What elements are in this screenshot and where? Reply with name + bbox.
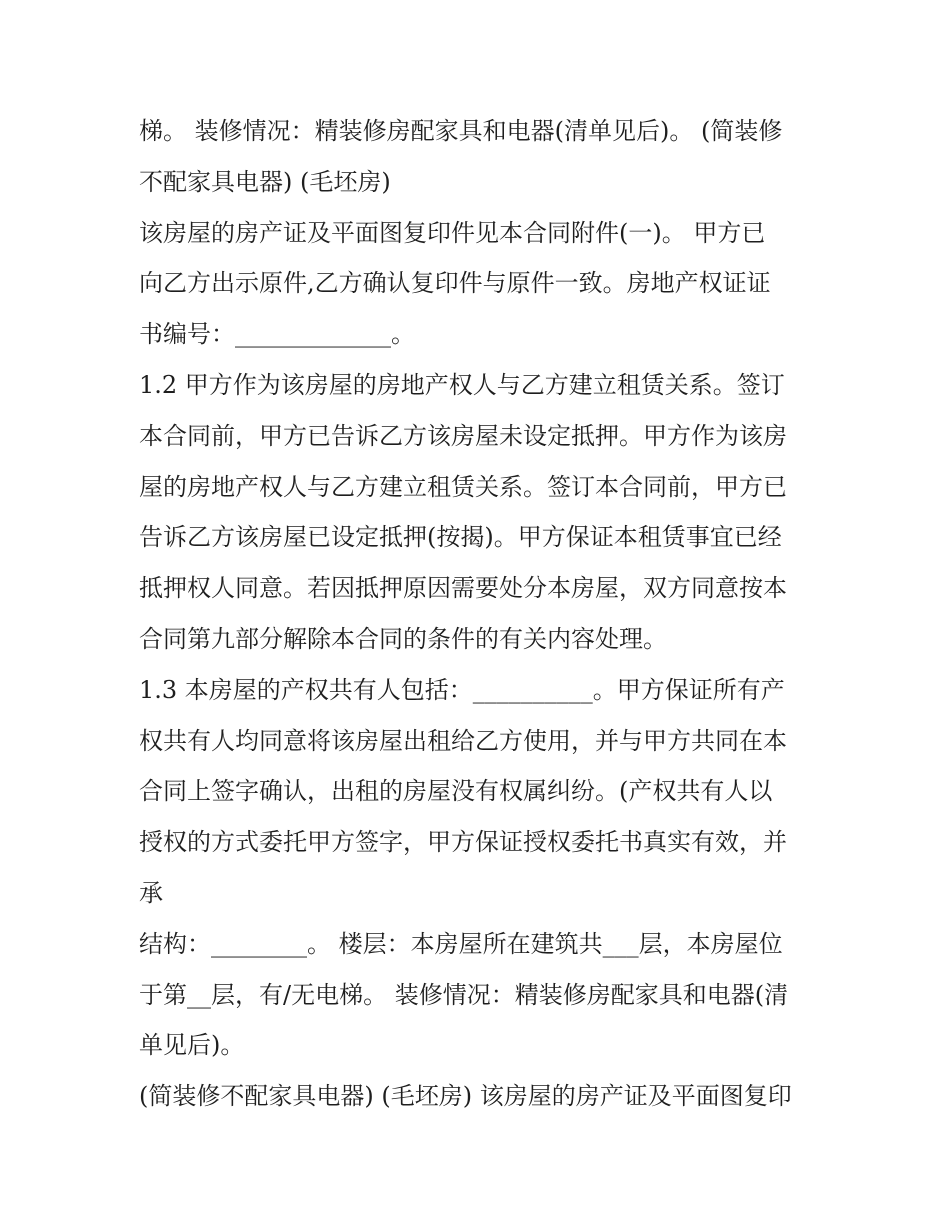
text-line: 结构：________。 楼层：本房屋所在建筑共___层，本房屋位 xyxy=(139,929,783,958)
text-line: 书编号：_____________。 xyxy=(139,320,415,349)
text-line: 该房屋的房产证及平面图复印件见本合同附件(一)。 甲方已 xyxy=(139,218,766,247)
text-line: 于第__层，有/无电梯。 装修情况：精装修房配家具和电器(清 xyxy=(139,980,789,1009)
document-body xyxy=(139,106,819,1122)
text-line: 合同上签字确认，出租的房屋没有权属纠纷。(产权共有人以 xyxy=(139,777,773,806)
text-line: 单见后)。 xyxy=(139,1031,245,1060)
text-line: 梯。 装修情况：精装修房配家具和电器(清单见后)。 (简装修 xyxy=(139,117,783,145)
text-line: 权共有人均同意将该房屋出租给乙方使用，并与甲方共同在本 xyxy=(139,726,787,755)
text-line: 1.3 本房屋的产权共有人包括：__________。甲方保证所有产 xyxy=(139,675,785,704)
text-line: 本合同前，甲方已告诉乙方该房屋未设定抵押。甲方作为该房 xyxy=(139,421,787,450)
text-line: (简装修不配家具电器) (毛坯房) 该房屋的房产证及平面图复印 xyxy=(139,1082,792,1111)
text-line: 不配家具电器) (毛坯房) xyxy=(139,167,391,196)
text-line: 1.2 甲方作为该房屋的房地产权人与乙方建立租赁关系。签订 xyxy=(139,370,785,399)
text-line: 告诉乙方该房屋已设定抵押(按揭)。甲方保证本租赁事宜已经 xyxy=(139,523,782,552)
text-line: 承 xyxy=(139,878,163,907)
text-line: 抵押权人同意。若因抵押原因需要处分本房屋，双方同意按本 xyxy=(139,574,787,603)
text-line: 向乙方出示原件,乙方确认复印件与原件一致。房地产权证证 xyxy=(139,269,771,298)
text-line: 授权的方式委托甲方签字，甲方保证授权委托书真实有效，并 xyxy=(139,828,787,857)
text-line: 屋的房地产权人与乙方建立租赁关系。签订本合同前，甲方已 xyxy=(139,472,787,501)
text-line: 合同第九部分解除本合同的条件的有关内容处理。 xyxy=(139,624,667,653)
